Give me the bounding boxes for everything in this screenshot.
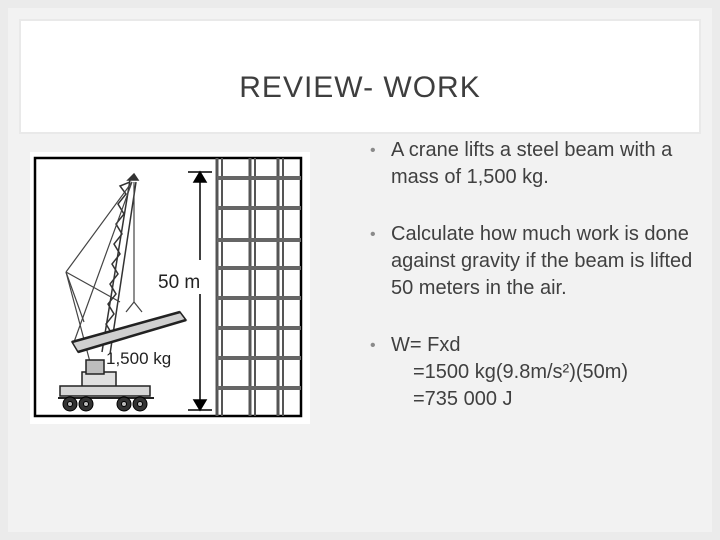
formula-label: W= Fxd — [391, 334, 461, 356]
bullet-text: A crane lifts a steel beam with a mass of 1,500 kg. — [391, 139, 673, 188]
calculation-result: =735 000 J — [413, 388, 513, 410]
bullet-problem-statement — [370, 137, 705, 191]
crane-illustration — [30, 152, 310, 424]
bullet-question — [370, 221, 705, 302]
bullet-dot: • — [370, 226, 376, 243]
content-bullets — [370, 137, 705, 443]
bullet-text: Calculate how much work is done against gravity if the beam is lifted 50 meters in the air. — [391, 223, 693, 299]
calculation-step: =1500 kg(9.8m/s²)(50m) — [413, 361, 629, 383]
bullet-dot: • — [370, 142, 376, 159]
bullet-dot: • — [370, 337, 376, 354]
title-band — [24, 24, 696, 129]
mass-label: 1,500 kg — [106, 349, 172, 368]
bullet-formula — [370, 332, 705, 413]
slide-title: REVIEW- WORK — [239, 71, 481, 104]
height-label: 50 m — [158, 272, 201, 293]
